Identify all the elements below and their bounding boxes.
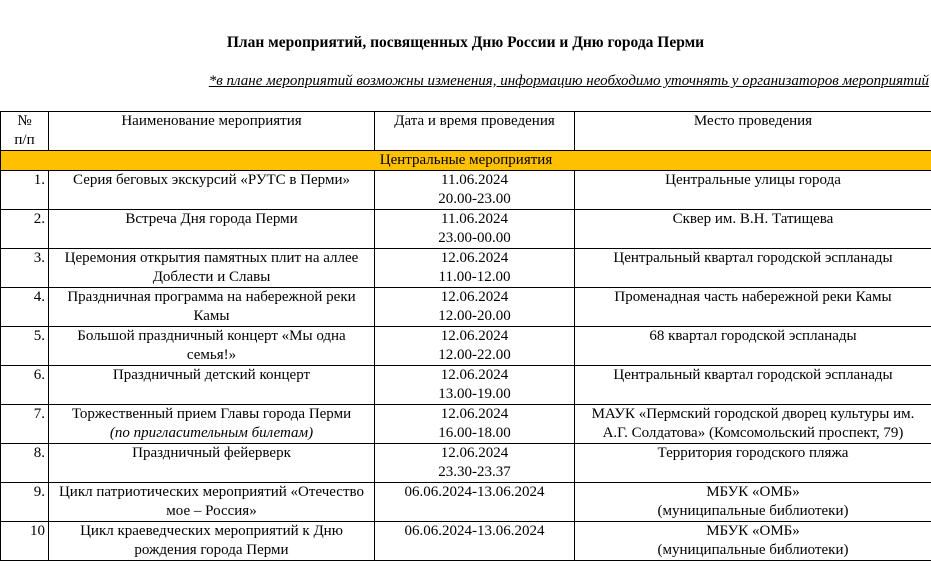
table-row — [1, 210, 931, 249]
name-cell — [49, 327, 375, 366]
event-time: 13.00-19.00 — [438, 386, 511, 402]
table-row — [1, 483, 931, 522]
table-row — [1, 327, 931, 366]
event-date: 06.06.2024-13.06.2024 — [404, 484, 545, 500]
event-name: Праздничный детский концерт — [112, 367, 311, 383]
name-cell — [49, 288, 375, 327]
table-row — [1, 249, 931, 288]
datetime-cell — [375, 249, 575, 288]
name-cell — [49, 522, 375, 561]
event-place: МАУК «Пермский городской дворец культуры им. А.Г. Солдатова» (Комсомольский проспект, 79) — [591, 406, 915, 441]
row-number: 8. — [1, 444, 49, 483]
disclaimer-note: *в плане мероприятий возможны изменения, информацию необходимо уточнять у организаторов мероприятий — [208, 73, 929, 89]
event-time: 20.00-23.00 — [438, 191, 511, 207]
datetime-cell — [375, 327, 575, 366]
place-cell — [575, 522, 931, 561]
event-name: Серия беговых экскурсий «РУТС в Перми» — [73, 172, 350, 188]
event-place: МБУК «ОМБ» — [706, 523, 800, 539]
row-number: 10 — [1, 522, 49, 561]
place-cell — [575, 249, 931, 288]
name-cell — [49, 171, 375, 210]
header-row — [1, 112, 931, 151]
row-number: 1. — [1, 171, 49, 210]
event-time: 12.00-20.00 — [438, 308, 511, 324]
section-row — [1, 151, 931, 171]
event-date: 12.06.2024 — [440, 445, 509, 461]
datetime-cell — [375, 483, 575, 522]
place-cell — [575, 444, 931, 483]
event-name: Праздничный фейерверк — [132, 445, 291, 461]
place-cell — [575, 171, 931, 210]
place-cell — [575, 210, 931, 249]
event-place-note: (муниципальные библиотеки) — [657, 542, 849, 558]
name-cell — [49, 444, 375, 483]
table-row — [1, 288, 931, 327]
name-cell — [49, 210, 375, 249]
header-name: Наименование мероприятия — [49, 112, 375, 151]
row-number: 7. — [1, 405, 49, 444]
event-date: 06.06.2024-13.06.2024 — [404, 523, 545, 539]
datetime-cell — [375, 405, 575, 444]
event-place: Центральные улицы города — [665, 172, 841, 188]
row-number: 5. — [1, 327, 49, 366]
datetime-cell — [375, 366, 575, 405]
event-place: Променадная часть набережной реки Камы — [614, 289, 892, 305]
place-cell — [575, 366, 931, 405]
events-table — [0, 111, 931, 561]
table-row — [1, 366, 931, 405]
table-row — [1, 522, 931, 561]
header-datetime: Дата и время проведения — [375, 112, 575, 151]
event-time: 23.30-23.37 — [438, 464, 511, 480]
event-place: 68 квартал городской эспланады — [649, 328, 857, 344]
event-name: Встреча Дня города Перми — [125, 211, 298, 227]
event-place-note: (муниципальные библиотеки) — [657, 503, 849, 519]
header-num-line1: № — [17, 113, 32, 129]
event-time: 16.00-18.00 — [438, 425, 511, 441]
event-name: Церемония открытия памятных плит на аллее Доблести и Славы — [64, 250, 359, 285]
table-row — [1, 405, 931, 444]
place-cell — [575, 288, 931, 327]
datetime-cell — [375, 171, 575, 210]
event-date: 12.06.2024 — [440, 289, 509, 305]
datetime-cell — [375, 288, 575, 327]
event-name: Цикл краеведческих мероприятий к Дню рождения города Перми — [80, 523, 343, 558]
event-name: Праздничная программа на набережной реки Камы — [67, 289, 356, 324]
section-title: Центральные мероприятия — [1, 151, 931, 171]
name-cell — [49, 249, 375, 288]
name-cell — [49, 405, 375, 444]
event-date: 12.06.2024 — [440, 406, 509, 422]
header-num — [1, 112, 49, 151]
datetime-cell — [375, 210, 575, 249]
datetime-cell — [375, 444, 575, 483]
event-time: 23.00-00.00 — [438, 230, 511, 246]
event-place: Центральный квартал городской эспланады — [613, 250, 893, 266]
event-date: 11.06.2024 — [441, 211, 508, 227]
event-name: Цикл патриотических мероприятий «Отечество мое – Россия» — [58, 484, 365, 519]
event-time: 12.00-22.00 — [438, 347, 511, 363]
name-cell — [49, 366, 375, 405]
place-cell — [575, 483, 931, 522]
name-cell — [49, 483, 375, 522]
event-date: 12.06.2024 — [440, 250, 509, 266]
table-row — [1, 444, 931, 483]
row-number: 9. — [1, 483, 49, 522]
event-date: 11.06.2024 — [441, 172, 508, 188]
event-name: Торжественный прием Главы города Перми — [71, 406, 352, 422]
place-cell — [575, 405, 931, 444]
datetime-cell — [375, 522, 575, 561]
event-place: Центральный квартал городской эспланады — [613, 367, 893, 383]
event-place: Территория городского пляжа — [657, 445, 849, 461]
event-date: 12.06.2024 — [440, 367, 509, 383]
event-time: 11.00-12.00 — [438, 269, 511, 285]
event-place: МБУК «ОМБ» — [706, 484, 800, 500]
table-row — [1, 171, 931, 210]
page-title: План мероприятий, посвященных Дню России и Дню города Перми — [226, 34, 705, 51]
header-place: Место проведения — [575, 112, 931, 151]
row-number: 6. — [1, 366, 49, 405]
row-number: 3. — [1, 249, 49, 288]
event-name-note: (по пригласительным билетам) — [109, 425, 314, 441]
row-number: 4. — [1, 288, 49, 327]
header-num-line2: п/п — [14, 132, 35, 148]
place-cell — [575, 327, 931, 366]
event-place: Сквер им. В.Н. Татищева — [672, 211, 834, 227]
row-number: 2. — [1, 210, 49, 249]
event-date: 12.06.2024 — [440, 328, 509, 344]
event-name: Большой праздничный концерт «Мы одна семья!» — [77, 328, 346, 363]
